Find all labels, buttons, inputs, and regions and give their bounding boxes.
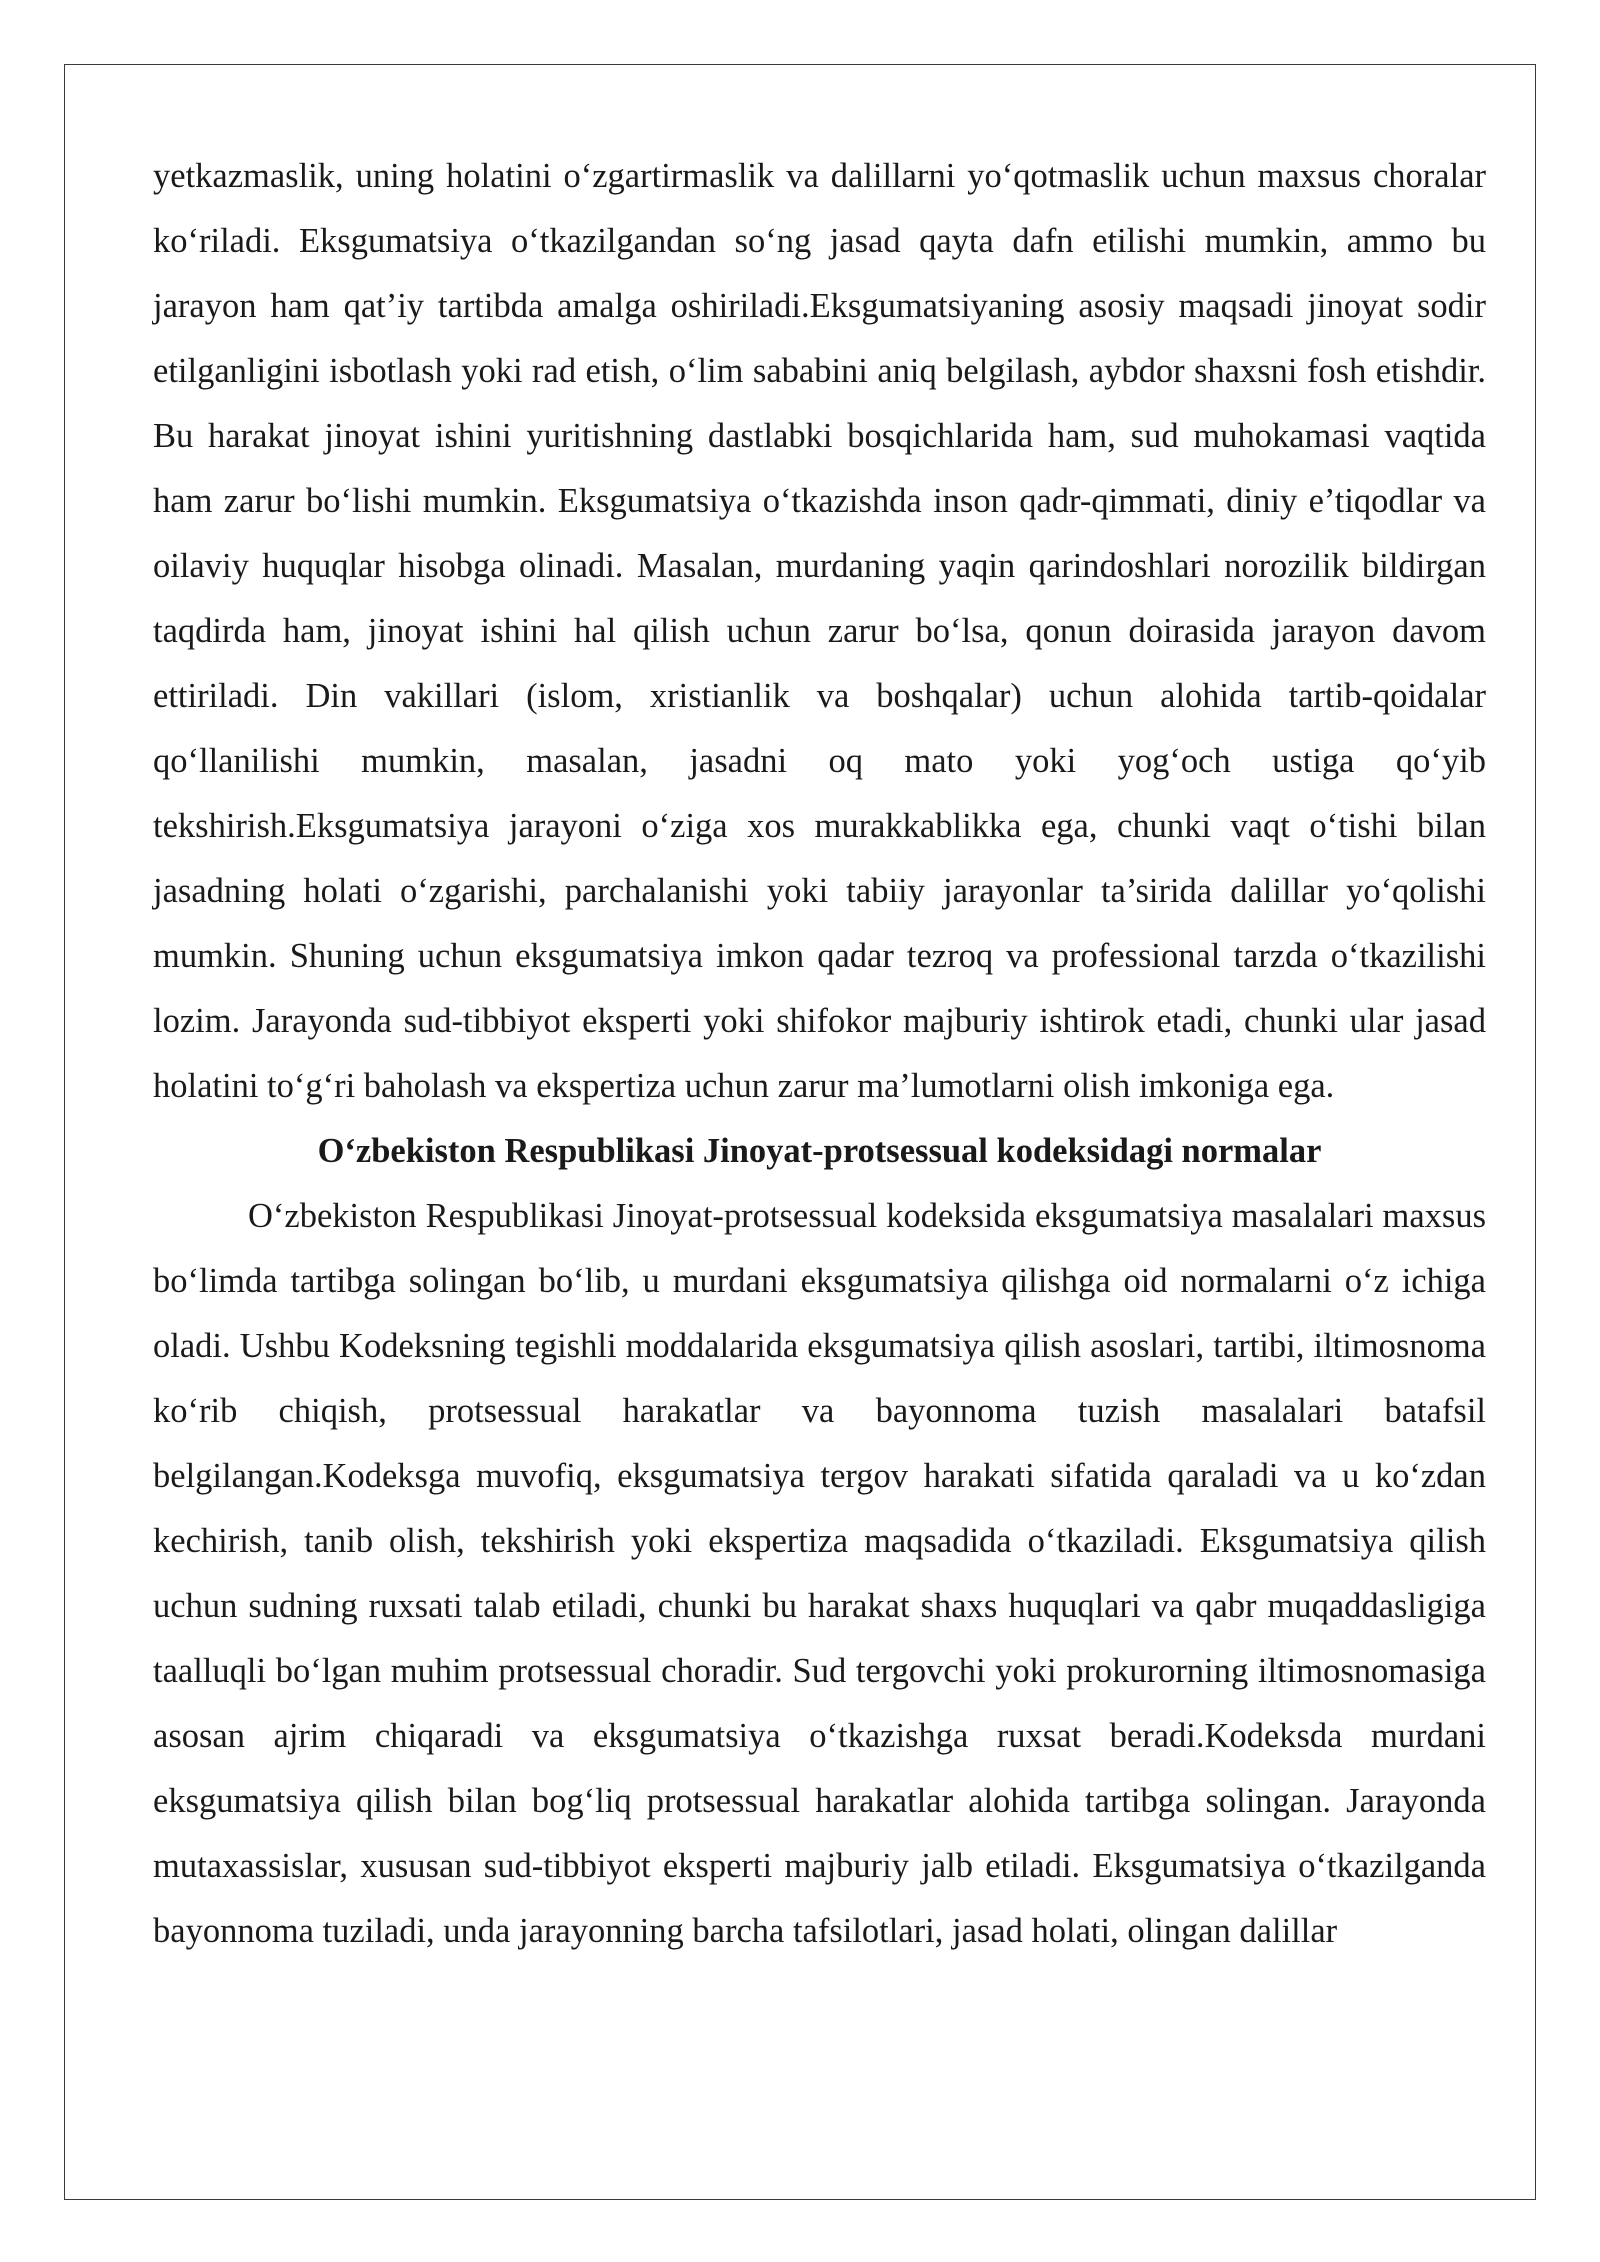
section-heading: O‘zbekiston Respublikasi Jinoyat-protsessual kodeksidagi normalar	[317, 1132, 1322, 1170]
body-paragraph-1: yetkazmaslik, uning holatini o‘zgartirmaslik va dalillarni yo‘qotmaslik uchun maxsus choralar ko‘riladi. Eksgumatsiya o‘tkazilgandan so‘ng jasad qayta dafn etilishi mumkin, ammo bu jarayon ham qat’iy tartibda amalga oshiriladi.Eksgumatsiyaning asosiy maqsadi jinoyat sodir etilganligini isbotlash yoki rad etish, o‘lim sababini aniq belgilash, aybdor shaxsni fosh etishdir. Bu harakat jinoyat ishini yuritishning dastlabki bosqichlarida ham, sud muhokamasi vaqtida ham zarur bo‘lishi mumkin. Eksgumatsiya o‘tkazishda inson qadr-qimmati, diniy e’tiqodlar va oilaviy huquqlar hisobga olinadi. Masalan, murdaning yaqin qarindoshlari norozilik bildirgan taqdirda ham, jinoyat ishini hal qilish uchun zarur bo‘lsa, qonun doirasida jarayon davom ettiriladi. Din vakillari (islom, xristianlik va boshqalar) uchun alohida tartib-qoidalar qo‘llanilishi mumkin, masalan, jasadni oq mato yoki yog‘och ustiga qo‘yib tekshirish.Eksgumatsiya jarayoni o‘ziga xos murakkablikka ega, chunki vaqt o‘tishi bilan jasadning holati o‘zgarishi, parchalanishi yoki tabiiy jarayonlar ta’sirida dalillar yo‘qolishi mumkin. Shuning uchun eksgumatsiya imkon qadar tezroq va professional tarzda o‘tkazilishi lozim. Jarayonda sud-tibbiyot eksperti yoki shifokor majburiy ishtirok etadi, chunki ular jasad holatini to‘g‘ri baholash va ekspertiza uchun zarur ma’lumotlarni olish imkoniga ega.	[153, 157, 1486, 1105]
body-paragraph-2: O‘zbekiston Respublikasi Jinoyat-protsessual kodeksida eksgumatsiya masalalari maxsus bo‘limda tartibga solingan bo‘lib, u murdani eksgumatsiya qilishga oid normalarni o‘z ichiga oladi. Ushbu Kodeksning tegishli moddalarida eksgumatsiya qilish asoslari, tartibi, iltimosnoma ko‘rib chiqish, protsessual harakatlar va bayonnoma tuzish masalalari batafsil belgilangan.Kodeksga muvofiq, eksgumatsiya tergov harakati sifatida qaraladi va u ko‘zdan kechirish, tanib olish, tekshirish yoki ekspertiza maqsadida o‘tkaziladi. Eksgumatsiya qilish uchun sudning ruxsati talab etiladi, chunki bu harakat shaxs huquqlari va qabr muqaddasligiga taalluqli bo‘lgan muhim protsessual choradir. Sud tergovchi yoki prokurorning iltimosnomasiga asosan ajrim chiqaradi va eksgumatsiya o‘tkazishga ruxsat beradi.Kodeksda murdani eksgumatsiya qilish bilan bog‘liq protsessual harakatlar alohida tartibga solingan. Jarayonda mutaxassislar, xususan sud-tibbiyot eksperti majburiy jalb etiladi. Eksgumatsiya o‘tkazilganda bayonnoma tuziladi, unda jarayonning barcha tafsilotlari, jasad holati, olingan dalillar	[153, 1197, 1486, 1950]
document-body	[153, 144, 1486, 1964]
